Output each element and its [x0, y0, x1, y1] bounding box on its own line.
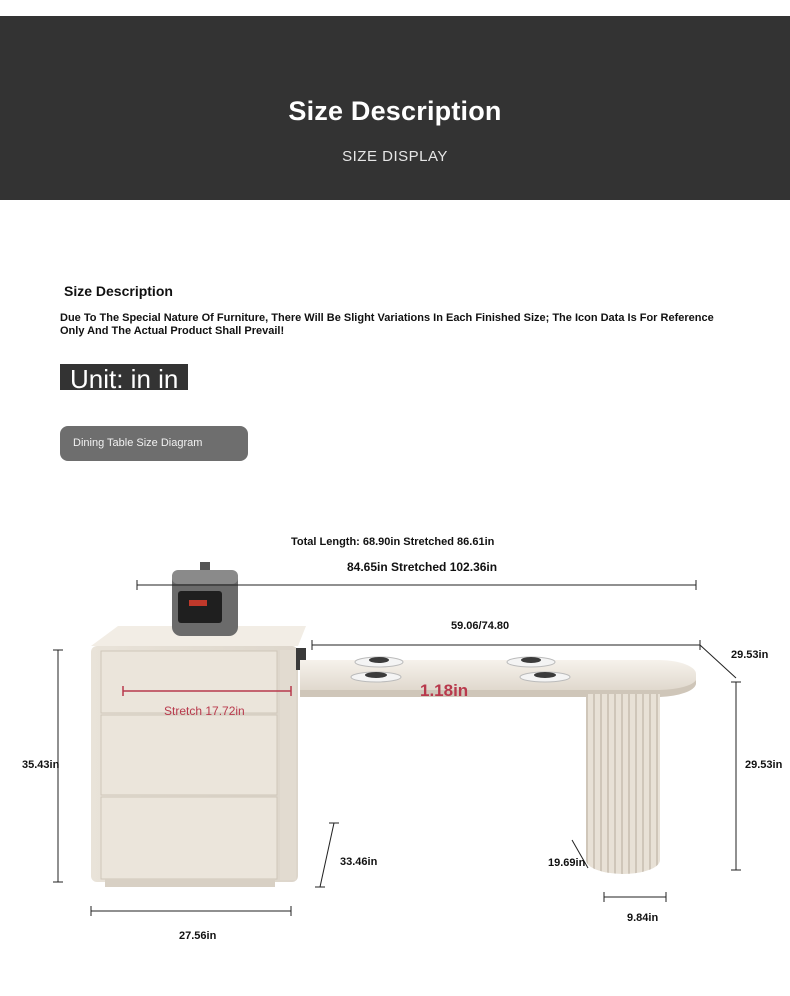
rice-cooker — [172, 562, 238, 636]
base-depth-label: 19.69in — [548, 857, 586, 869]
table-height-label: 29.53in — [745, 759, 783, 771]
overall-width-label: 84.65in Stretched 102.36in — [347, 560, 498, 574]
top-thickness-label: 1.18in — [420, 681, 469, 700]
cabinet-height-label: 35.43in — [22, 759, 60, 771]
banner-subtitle: SIZE DISPLAY — [342, 148, 448, 165]
cabinet-width-label: 27.56in — [179, 930, 217, 942]
table-top-length-label: 59.06/74.80 — [451, 620, 510, 632]
table-pedestal — [586, 694, 660, 874]
banner-title: Size Description — [288, 96, 502, 126]
diagram-tab-button[interactable]: Dining Table Size Diagram — [60, 426, 248, 461]
cabinet — [91, 626, 306, 887]
unit-label: Unit: in in — [60, 364, 188, 390]
table-top-depth-label: 29.53in — [731, 649, 769, 661]
section-note: Due To The Special Nature Of Furniture, There Will Be Slight Variations In Each Finished Size; The Icon Data Is For Reference Only And The Actual Product Shall Prevail! — [60, 312, 714, 337]
total-length-label: Total Length: 68.90in Stretched 86.61in — [291, 536, 495, 548]
section-title: Size Description — [64, 283, 173, 299]
cabinet-depth-label: 33.46in — [340, 856, 378, 868]
base-width-label: 9.84in — [627, 912, 659, 924]
drawer-stretch-label: Stretch 17.72in — [164, 704, 245, 718]
